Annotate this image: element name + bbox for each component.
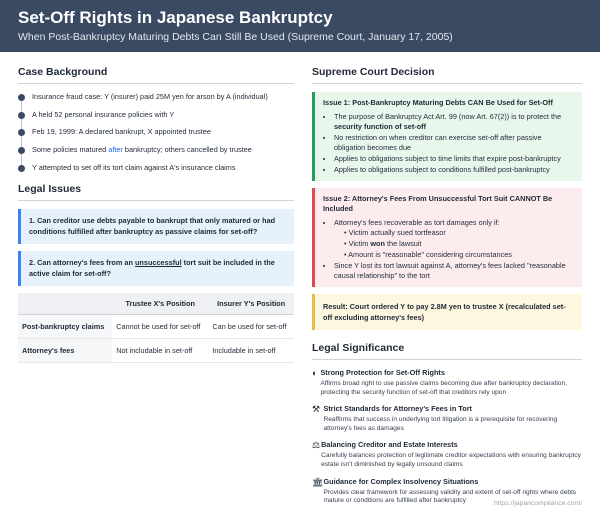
left-column xyxy=(18,66,294,513)
decision-issue-2: Issue 2: Attorney's Fees From Unsuccessful Tort Suit CANNOT Be Included • Attorney's fees recoverable as tort damages only if: • Victim actually sued tortfeasor • Victim won the lawsuit • Amount is "reasonable" considering circumstances • Since Y lost its tort lawsuit against A, attorney's fees lacked "reasonable causal relationship" to the tort xyxy=(312,188,582,287)
significance-item: 🏛 Guidance for Complex Insolvency Situations Provides clear framework for assessing validity and extent of set-off rights where debts mature or conditions are fulfilled after bankruptcy xyxy=(312,476,577,505)
page-title: Set-Off Rights in Japanese Bankruptcy xyxy=(18,8,333,27)
table-cell: Attorney's fees xyxy=(18,338,112,362)
table-cell: Post-bankruptcy claims xyxy=(18,314,112,338)
list-item: • No restriction on when creditor can exercise set-off after passive obligation becomes due xyxy=(334,133,574,153)
courthouse-icon: 🏛 xyxy=(312,476,324,487)
table-row xyxy=(18,338,294,362)
list-item: • Amount is "reasonable" considering circumstances xyxy=(344,250,512,259)
timeline-dot-icon xyxy=(18,165,25,172)
list-item: • Applies to obligations subject to time limits that expire post-bankruptcy xyxy=(334,154,574,164)
case-background-title: Case Background xyxy=(18,66,294,84)
timeline-dot-icon xyxy=(18,94,25,101)
list-item: • Victim actually sued tortfeasor xyxy=(344,228,446,237)
legal-issues-title: Legal Issues xyxy=(18,183,294,201)
timeline-item: Insurance fraud case: Y (insurer) paid 25M yen for arson by A (individual) xyxy=(32,92,294,102)
timeline-dot-icon xyxy=(18,129,25,136)
significance-item: ⚒ Strict Standards for Attorney's Fees in Tort Reaffirms that success in underlying tort litigation is a prerequisite for recovering attorney's fees as damages xyxy=(312,404,558,432)
content-columns xyxy=(0,52,600,513)
result-box: Result: Court ordered Y to pay 2.8M yen to trustee X (recalculated set-off excluding attorney's fees) xyxy=(312,294,582,330)
decision-issue-1: Issue 1: Post-Bankruptcy Maturing Debts CAN Be Used for Set-Off • The purpose of Bankruptcy Act Art. 99 (now Art. 67(2)) is to protect the security function of set-off • No restriction on when creditor can exercise set-off after passive obligation becomes due • Applies to obligations subject to time limits that expire post-bankruptcy • Applies to obligations subject to conditions fulfilled post-bankruptcy xyxy=(312,92,582,181)
list-item: • The purpose of Bankruptcy Act Art. 99 (now Art. 67(2)) is to protect the security function of set-off xyxy=(334,112,574,132)
table-cell: Not includable in set-off xyxy=(112,338,208,362)
table-header xyxy=(18,293,112,315)
list-item: • Attorney's fees recoverable as tort damages only if: • Victim actually sued tortfeasor • Victim won the lawsuit • Amount is "reasonable" considering circumstances xyxy=(334,218,574,260)
issue-box-2: 2. Can attorney's fees from an unsuccessful tort suit be included in the active claim for set-off? xyxy=(18,251,294,286)
list-item: • Applies to obligations subject to conditions fulfilled post-bankruptcy xyxy=(334,165,574,175)
table-header: Trustee X's Position xyxy=(112,293,208,315)
significance-item: ⚖ Balancing Creditor and Estate Interests Carefully balances protection of legitimate creditor expectations with ensuring bankruptcy estate isn't diminished by legally unsound claims xyxy=(312,440,581,468)
timeline-item: Y attempted to set off its tort claim against A's insurance claims xyxy=(32,163,294,173)
table-row xyxy=(18,314,294,338)
table-header: Insurer Y's Position xyxy=(208,293,294,315)
highlight-after: after xyxy=(108,145,123,155)
timeline-item: Some policies matured after bankruptcy; others cancelled by trustee xyxy=(32,145,294,155)
list-item: • Victim won the lawsuit xyxy=(344,239,422,248)
table-cell: Cannot be used for set-off xyxy=(112,314,208,338)
case-timeline xyxy=(18,92,294,173)
issue-box-1: 1. Can creditor use debts payable to bankrupt that only matured or had conditions fulfilled after bankruptcy as passive claims for set-off? xyxy=(18,209,294,244)
shield-icon: ◐ xyxy=(312,368,318,378)
gavel-icon: ⚒ xyxy=(312,404,321,415)
table-cell: Can be used for set-off xyxy=(208,314,294,338)
scale-icon: ⚖ xyxy=(312,440,321,451)
table-header-row xyxy=(18,293,294,315)
positions-table xyxy=(18,293,294,363)
right-column xyxy=(312,66,582,513)
timeline-dot-icon xyxy=(18,147,25,154)
significance-title: Legal Significance xyxy=(312,342,582,360)
header xyxy=(0,0,600,52)
timeline-item: A held 52 personal insurance policies with Y xyxy=(32,110,294,120)
timeline-item: Feb 19, 1999: A declared bankrupt, X appointed trustee xyxy=(32,127,294,137)
timeline-dot-icon xyxy=(18,112,25,119)
list-item: • Since Y lost its tort lawsuit against A, attorney's fees lacked "reasonable causal relationship" to the tort xyxy=(334,261,574,281)
page-subtitle: When Post-Bankruptcy Maturing Debts Can Still Be Used (Supreme Court, January 17, 2005) xyxy=(18,31,453,43)
significance-item: ◐ Strong Protection for Set-Off Rights Affirms broad right to use passive claims becoming due after bankruptcy declaration, protecting the security function of set-off that creditors rely upon xyxy=(312,368,567,396)
table-cell: Includable in set-off xyxy=(208,338,294,362)
footer-url: https://japancompliance.com/ xyxy=(493,500,582,507)
decision-title: Supreme Court Decision xyxy=(312,66,582,84)
